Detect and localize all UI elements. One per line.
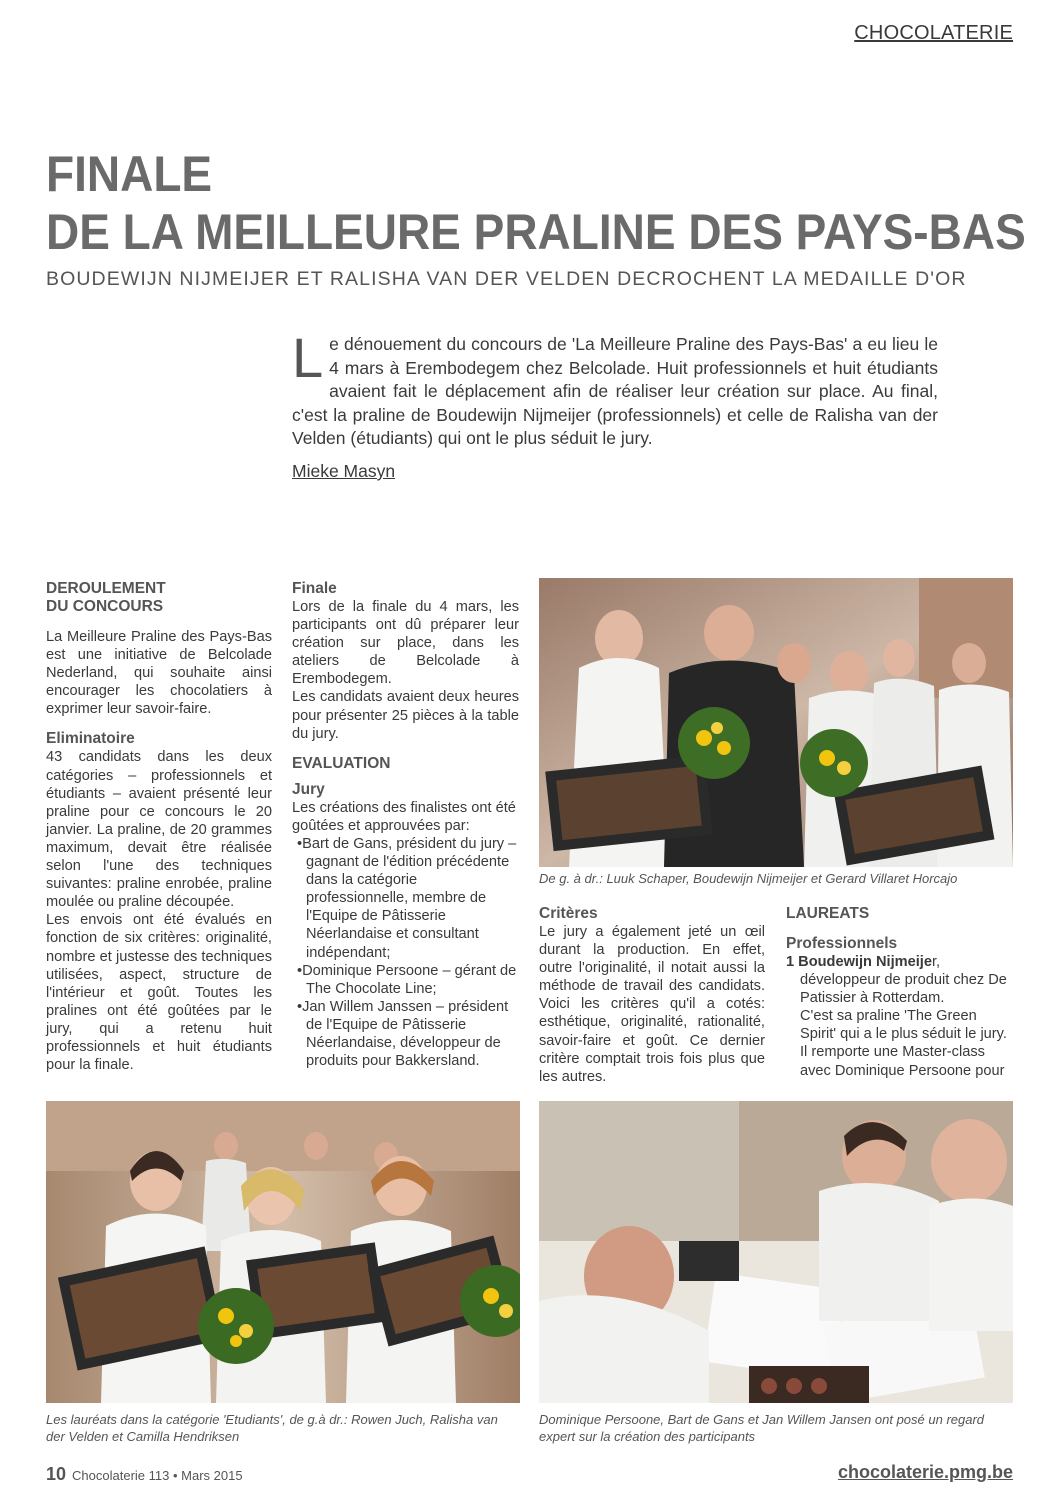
subheading-criteres: Critères <box>539 905 598 922</box>
paragraph: Il remporte une Master-class avec Dominique Persoone pour <box>800 1044 1005 1079</box>
footer-website-link[interactable]: chocolaterie.pmg.be <box>837 1462 1013 1482</box>
intro-text: e dénouement du concours de 'La Meilleure Praline des Pays-Bas' a eu lieu le 4 mars à Erembodegem chez Belcolade. Huit professionnels et huit étudiants avaient fait le déplacement afin de réaliser leur création sur place. Au final, c'est la praline de Boudewijn Nijmeijer (professionnels) et celle de Ralisha van der Velden (étudiants) qui ont le plus séduit le jury. <box>292 334 938 448</box>
jury-list-item: •Bart de Gans, président du jury – gagnant de l'édition précédente dans la catégorie professionnelle, membre de l'Equipe de Pâtisserie Néerlandaise et consultant indépendant; <box>297 835 517 961</box>
photo-winners-professionals <box>539 578 1013 867</box>
subheading-eliminatoire: Eliminatoire <box>46 730 135 748</box>
author-byline[interactable]: Mieke Masyn <box>292 461 396 481</box>
paragraph: Les candidats avaient deux heures pour présenter 25 pièces à la table du jury. <box>292 689 519 742</box>
subheading-professionnels: Professionnels <box>786 935 898 952</box>
laureate-text: r, développeur de produit chez De Patissier à Rotterdam. <box>800 954 1007 1007</box>
paragraph: 43 candidats dans les deux catégories – professionnels et étudiants – avaient présenté leur praline pour ce concours le 20 janvier. La praline, de 20 grammes maximum, devait être réalisée selon l'une des techniques suivantes: praline enrobée, praline moulée ou praline découpée. <box>46 749 272 911</box>
column-3 <box>539 905 765 1086</box>
photo-caption-top: De g. à dr.: Luuk Schaper, Boudewijn Nijmeijer et Gerard Villaret Horcajo <box>539 871 958 886</box>
column-1 <box>46 580 272 1074</box>
section-heading-laureats: LAUREATS <box>786 905 870 922</box>
drop-cap: L <box>292 326 324 389</box>
paragraph: Lors de la finale du 4 mars, les participants ont dû préparer leur création sur place, dans les ateliers de Belcolade à Erembodegem. <box>292 599 519 688</box>
article-subtitle: BOUDEWIJN NIJMEIJER ET RALISHA VAN DER VELDEN DECROCHENT LA MEDAILLE D'OR <box>46 268 967 290</box>
jury-list-item: •Dominique Persoone – gérant de The Chocolate Line; <box>297 962 517 997</box>
photo-winners-students <box>46 1101 520 1403</box>
column-2 <box>292 580 519 1070</box>
subheading-jury: Jury <box>292 780 325 798</box>
section-tag: CHOCOLATERIE <box>854 22 1013 44</box>
page-number: 10 <box>46 1464 67 1484</box>
paragraph: Le jury a également jeté un œil durant la production. En effet, outre l'originalité, il notait aussi la méthode de travail des candidats. Voici les critères qu'il a cotés: esthétique, originalité, rationalité, savoir-faire et goût. Ce dernier critère comptait trois fois plus que les autres. <box>539 924 765 1085</box>
title-line-1: FINALE <box>46 146 213 202</box>
heading-line: DEROULEMENT <box>46 580 166 597</box>
paragraph: Les envois ont été évalués en fonction de six critères: originalité, nombre et justesse des techniques utilisées, aspect, structure de l'intérieur et goût. Toutes les pralines ont été goûtées par le jury, qui a retenu huit professionnels et huit étudiants pour la finale. <box>46 912 272 1074</box>
publication-info: Chocolaterie 113 • Mars 2015 <box>72 1468 243 1483</box>
intro-paragraph <box>292 326 938 451</box>
subheading-finale: Finale <box>292 580 337 597</box>
column-4 <box>786 905 1012 1080</box>
paragraph: La Meilleure Praline des Pays-Bas est une initiative de Belcolade Nederland, qui souhaite ainsi encourager les chocolatiers à exprimer leur savoir-faire. <box>46 629 272 718</box>
section-heading-evaluation: EVALUATION <box>292 754 391 772</box>
jury-list-item: •Jan Willem Janssen – président de l'Equipe de Pâtisserie Néerlandaise, développeur de produits pour Bakkersland. <box>297 998 509 1070</box>
paragraph: Les créations des finalistes ont été goûtées et approuvées par: <box>292 799 516 834</box>
heading-line: DU CONCOURS <box>46 598 164 615</box>
paragraph: C'est sa praline 'The Green Spirit' qui a le plus séduit le jury. <box>800 1008 1007 1043</box>
photo-caption-bottom-left: Les lauréats dans la catégorie 'Etudiants', de g.à dr.: Rowen Juch, Ralisha van der Velden et Camilla Hendriksen <box>46 1412 498 1444</box>
footer-left <box>46 1464 243 1485</box>
photo-jury-evaluation <box>539 1101 1013 1403</box>
title-line-2: DE LA MEILLEURE PRALINE DES PAYS-BAS <box>46 204 1026 260</box>
photo-caption-bottom-right: Dominique Persoone, Bart de Gans et Jan Willem Jansen ont posé un regard expert sur la création des participants <box>539 1412 985 1444</box>
laureate-entry <box>786 953 1012 1007</box>
section-heading-deroulement <box>46 580 272 616</box>
article-title <box>46 145 1026 261</box>
laureate-name: 1 Boudewijn Nijmeije <box>786 954 932 970</box>
